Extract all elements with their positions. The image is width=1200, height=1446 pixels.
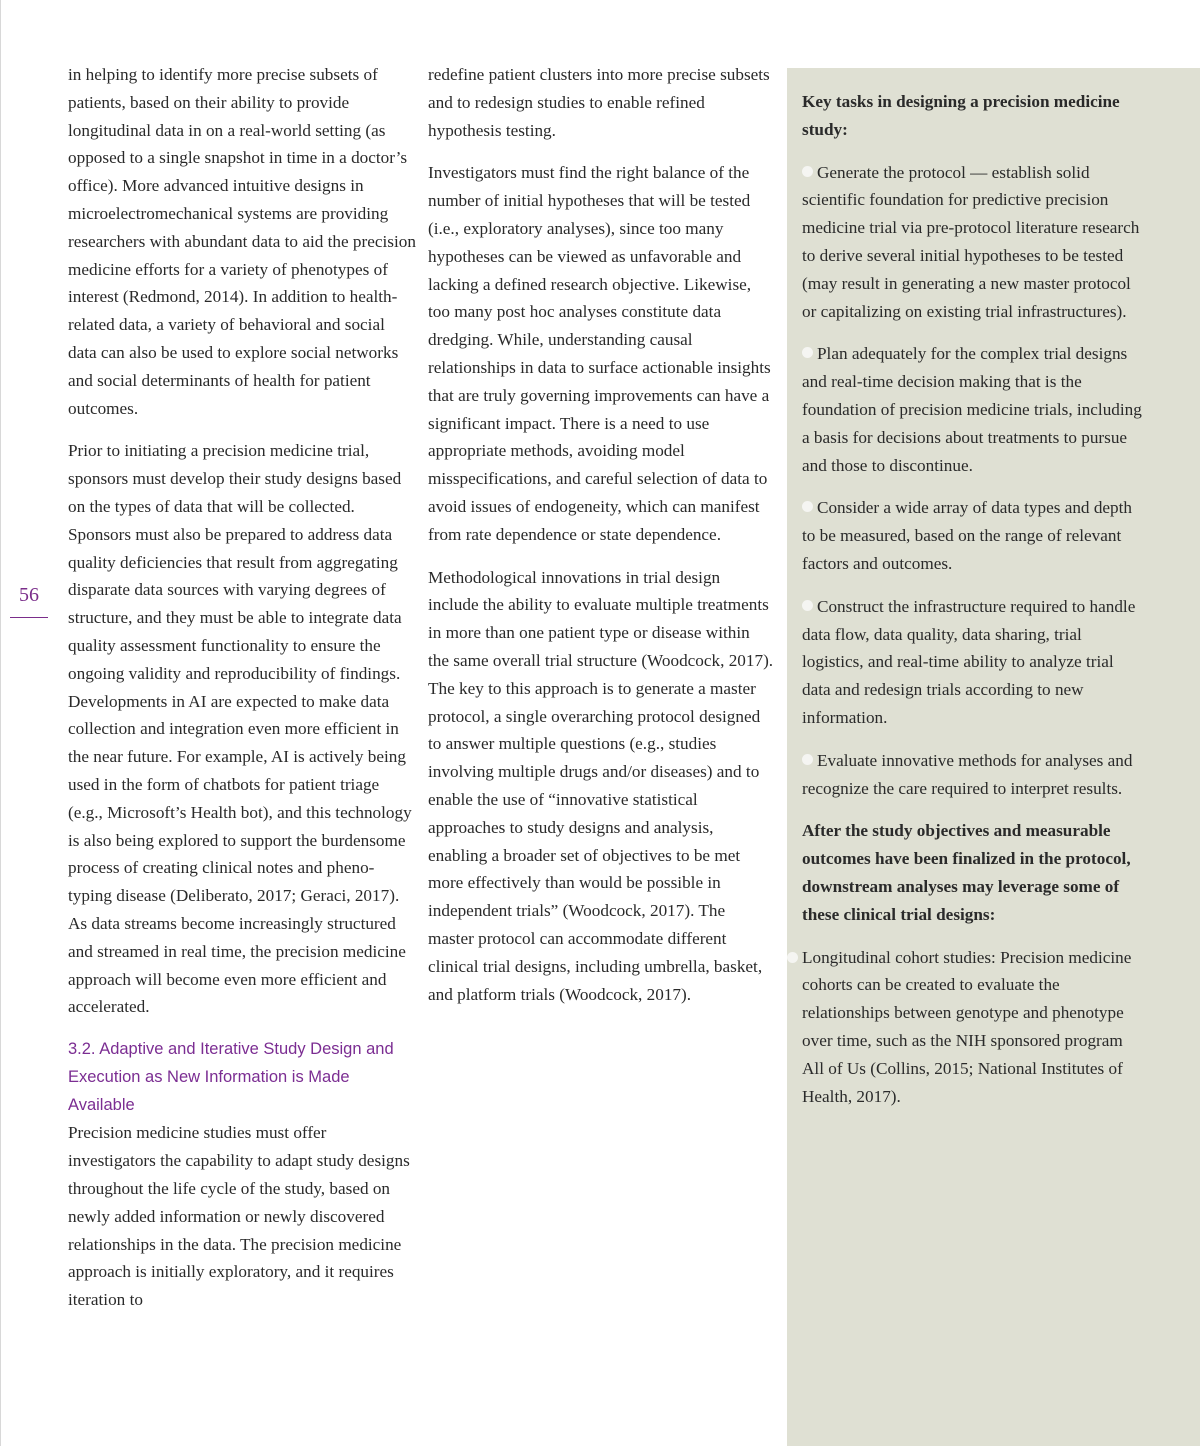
page-edge xyxy=(0,0,1,1446)
bullet-icon xyxy=(802,600,813,611)
bullet-icon xyxy=(802,347,813,358)
paragraph: Precision medicine studies must offer investigators the capability to adapt study designs throughout the life cycle of the study, based on newly added information or newly discovered relationships in the data. The precision medicine approach is initially exploratory, and it requires iteration to xyxy=(68,1123,410,1310)
task-text: Evaluate innovative methods for analyses and recognize the care required to interpret results. xyxy=(802,750,1133,798)
task-item xyxy=(802,494,1142,577)
paragraph: Prior to initiating a precision medicine trial, sponsors must develop their study designs based on the types of data that will be collected. Sponsors must also be prepared to address data quality deficiencies that result from aggregating disparate data sources with varying degrees of structure, and they must be able to integrate data quality assessment functionality to ensure the ongoing validity and reproducibility of findings. Developments in AI are expected to make data collection and integration even more efficient in the near future. For example, AI is actively being used in the form of chatbots for patient triage (e.g., Microsoft’s Health bot), and this technology is also being explored to support the burdensome process of creating clinical notes and pheno-typing disease (Deliberato, 2017; Geraci, 2017). As data streams become increasingly structured and streamed in real time, the precision medicine approach will become even more efficient and accelerated. xyxy=(68,441,412,1017)
design-text: Longitudinal cohort studies: Precision medicine cohorts can be created to evaluate the relationships between genotype and phenotype over time, such as the NIH sponsored program All of Us (Collins, 2015; National Institutes of Health, 2017). xyxy=(802,947,1132,1106)
text-column-middle xyxy=(428,61,774,1023)
sidebar-panel xyxy=(787,68,1200,1446)
task-item xyxy=(802,340,1142,479)
bullet-icon xyxy=(802,754,813,765)
bullet-icon xyxy=(802,501,813,512)
page-number: 56 xyxy=(19,584,39,606)
design-item xyxy=(802,944,1142,1111)
page-number-rule xyxy=(10,617,48,618)
sidebar-content xyxy=(802,88,1142,1125)
task-text: Construct the infrastructure required to handle data flow, data quality, data sharing, trial logistics, and real-time ability to analyze trial data and redesign trials according to new information. xyxy=(802,596,1136,727)
text-column-left xyxy=(68,61,416,1314)
bullet-icon xyxy=(787,952,798,963)
paragraph: in helping to identify more precise subsets of patients, based on their ability to provide longitudinal data in on a real-world setting (as opposed to a single snapshot in time in a doctor’s office). More advanced intuitive designs in microelectromechanical systems are providing researchers with abundant data to aid the precision medicine efforts for a variety of phenotypes of interest (Redmond, 2014). In addition to health-related data, a variety of behavioral and social data can also be used to explore social networks and social determinants of health for patient outcomes. xyxy=(68,65,416,418)
task-item xyxy=(802,747,1142,803)
task-text: Plan adequately for the complex trial designs and real-time decision making that is the foundation of precision medicine trials, including a basis for decisions about treatments to pursue and those to discontinue. xyxy=(802,344,1142,475)
task-item xyxy=(802,593,1142,732)
sidebar-subheading: After the study objectives and measurable outcomes have been finalized in the protocol, downstream analyses may leverage some of these clinical trial designs: xyxy=(802,821,1131,924)
task-text: Consider a wide array of data types and depth to be measured, based on the range of relevant factors and outcomes. xyxy=(802,498,1132,573)
section-heading: 3.2. Adaptive and Iterative Study Design and Execution as New Information is Made Available xyxy=(68,1040,394,1114)
bullet-icon xyxy=(802,166,813,177)
task-text: Generate the protocol — establish solid scientific foundation for predictive precision medicine trial via pre-protocol literature research to derive several initial hypotheses to be tested (may result in generating a new master protocol or capitalizing on existing trial infrastructures). xyxy=(802,162,1140,321)
paragraph: redefine patient clusters into more precise subsets and to redesign studies to enable refined hypothesis testing. xyxy=(428,65,770,140)
task-item xyxy=(802,159,1142,326)
paragraph: Investigators must find the right balance of the number of initial hypotheses that will be tested (i.e., exploratory analyses), since too many hypotheses can be viewed as unfavorable and lacking a defined research objective. Likewise, too many post hoc analyses constitute data dredging. While, understanding causal relationships in data to surface actionable insights that are truly governing improvements can have a significant impact. There is a need to use appropriate methods, avoiding model misspecifications, and careful selection of data to avoid issues of endogeneity, which can manifest from rate dependence or state dependence. xyxy=(428,163,771,544)
paragraph: Methodological innovations in trial design include the ability to evaluate multiple treatments in more than one patient type or disease within the same overall trial structure (Woodcock, 2017). The key to this approach is to generate a master protocol, a single overarching protocol designed to answer multiple questions (e.g., studies involving multiple drugs and/or diseases) and to enable the use of “innovative statistical approaches to study designs and analysis, enabling a broader set of objectives to be met more effectively than would be possible in independent trials” (Woodcock, 2017). The master protocol can accommodate different clinical trial designs, including umbrella, basket, and platform trials (Woodcock, 2017). xyxy=(428,567,774,1004)
sidebar-heading: Key tasks in designing a precision medicine study: xyxy=(802,92,1120,139)
